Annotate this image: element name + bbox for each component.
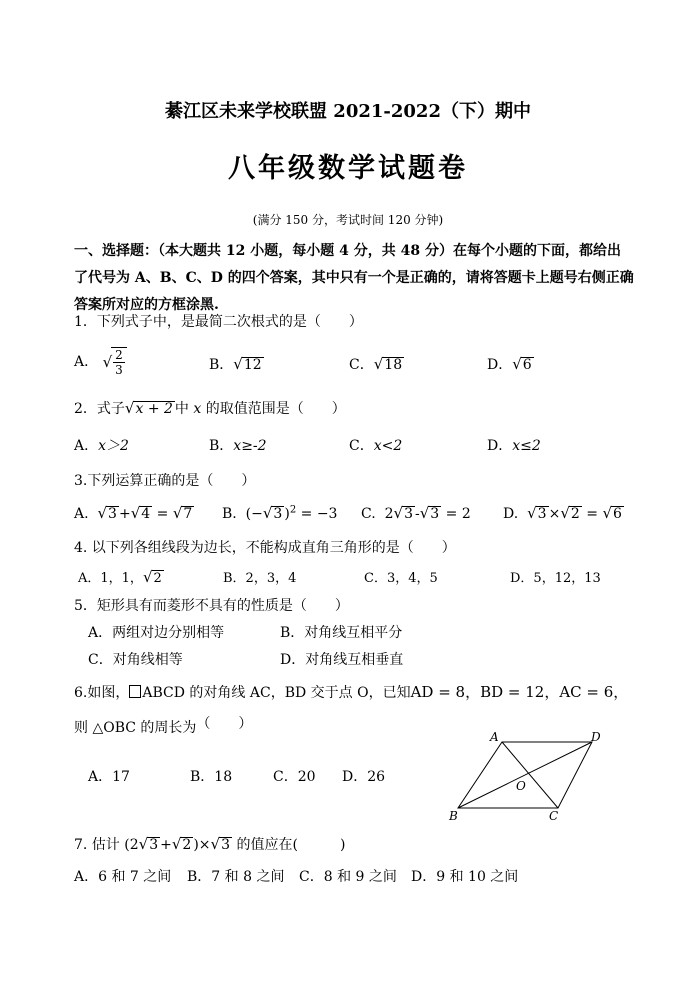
option-label: C．	[349, 438, 374, 454]
q7-option-a[interactable]: A．6 和 7 之间	[74, 869, 172, 885]
q1-option-c[interactable]: C．√18	[349, 355, 403, 373]
q7-option-b[interactable]: B．7 和 8 之间	[187, 869, 285, 885]
q6-option-c[interactable]: C．20	[273, 769, 316, 785]
stem-text: 的取值范围是（ ）	[201, 401, 346, 417]
q7-option-c[interactable]: C．8 和 9 之间	[299, 869, 397, 885]
stem-text: 则 △OBC 的周长为	[74, 720, 197, 736]
stem-text: 的对角线 AC，BD 交于点 O，已知	[184, 685, 411, 701]
q6-option-b[interactable]: B．18	[190, 769, 233, 785]
operator: -	[414, 506, 420, 522]
math-text: = 2	[445, 506, 471, 522]
radicand: 7	[183, 506, 193, 522]
q6-stem	[74, 681, 628, 702]
q4-stem: 4. 以下列各组线段为边长，不能构成直角三角形的是（ ）	[74, 540, 456, 556]
q4-option-c[interactable]: C．3，4，5	[364, 571, 438, 586]
q3-option-b[interactable]: B. (−√3 )$^2$ = −3	[222, 504, 338, 522]
q6-stem-line2	[74, 713, 252, 737]
q2-stem: 2．式子√x + 2 中 x 的取值范围是（ ）	[74, 399, 346, 417]
radicand: 2	[182, 837, 192, 853]
radicand: 6	[522, 357, 532, 373]
q3-stem: 3.下列运算正确的是（ ）	[74, 473, 256, 489]
q2-option-a[interactable]	[74, 435, 129, 455]
q7-stem: 7. 估计 (2√3 +√2 )×√3 的值应在( )	[74, 835, 346, 853]
option-label: B．	[209, 438, 234, 454]
q7-option-d[interactable]: D．9 和 10 之间	[411, 869, 519, 885]
exam-note: (满分 150 分，考试时间 120 分钟)	[252, 213, 444, 227]
stem-text: ABCD	[142, 685, 185, 701]
stem-text: 的值应在( )	[232, 837, 346, 853]
intersection-label-o: O	[516, 779, 526, 793]
option-label: B．	[209, 357, 234, 373]
option-math: x≥-2	[233, 438, 267, 454]
option-label: D.	[503, 506, 519, 522]
option-math: x<2	[373, 438, 403, 454]
radicand: 2	[153, 571, 162, 586]
q1-option-d[interactable]: D．√6	[487, 355, 532, 373]
option-label: D．	[487, 357, 513, 373]
option-label: A.	[74, 506, 89, 522]
q3-option-a[interactable]: A. √3 +√4 = √7	[74, 504, 193, 522]
q5-option-b[interactable]: B．对角线互相平分	[280, 625, 403, 641]
radicand: 3	[404, 506, 413, 522]
q6-option-a[interactable]: A．17	[88, 769, 130, 785]
vertex-label-b: B	[449, 809, 458, 823]
radicand: 3	[108, 506, 117, 522]
math-text: (−	[245, 506, 263, 522]
radicand: 3	[430, 506, 440, 522]
stem-text: 2．式子	[74, 401, 125, 417]
option-label: B.	[222, 506, 237, 522]
option-text: A．1，1，	[78, 571, 143, 586]
exam-subtitle: 八年级数学试题卷	[228, 153, 468, 184]
radicand: 4	[141, 506, 151, 522]
radicand: 3	[537, 506, 547, 522]
q4-option-d[interactable]: D．5，12，13	[510, 571, 601, 586]
given-values: AD = 8，BD = 12，AC = 6，	[410, 683, 629, 701]
q2-option-c[interactable]	[349, 435, 402, 455]
q5-stem: 5．矩形具有而菱形不具有的性质是（ ）	[74, 598, 349, 614]
fraction-numerator: 2	[115, 348, 123, 362]
math-text: 2	[384, 506, 394, 522]
operator: )×	[193, 837, 211, 853]
option-math: x≤2	[512, 438, 541, 454]
q4-option-a[interactable]: A．1，1，√2	[78, 568, 162, 586]
radicand: 3	[273, 506, 283, 522]
math-text: )	[284, 506, 290, 522]
answer-blank: （ ）	[196, 716, 253, 732]
q1-option-a[interactable]: A． √ $\frac{2}{3}$	[74, 347, 127, 377]
radicand: 2	[570, 506, 580, 522]
operator: =	[156, 506, 169, 522]
vertex-label-d: D	[591, 730, 601, 744]
option-label: C.	[361, 506, 376, 522]
variable: x	[193, 401, 202, 417]
q1-stem: 1．下列式子中，是最简二次根式的是（ ）	[74, 314, 363, 330]
q4-option-b[interactable]: B．2，3，4	[223, 571, 297, 586]
radicand: 6	[613, 506, 622, 522]
radicand: 3	[221, 837, 231, 853]
option-label: A．	[74, 438, 99, 454]
vertex-label-a: A	[490, 730, 499, 744]
exam-header-title: 綦江区未来学校联盟 2021-2022（下）期中	[165, 101, 531, 122]
operator: +	[160, 837, 172, 853]
math-text: = −3	[300, 506, 338, 522]
q5-option-a[interactable]: A．两组对边分别相等	[88, 625, 225, 641]
q6-option-d[interactable]: D．26	[342, 769, 386, 785]
q5-option-d[interactable]: D．对角线互相垂直	[280, 652, 404, 668]
q1-option-b[interactable]: B．√12	[209, 355, 262, 373]
operator: ×	[548, 506, 561, 522]
q3-option-d[interactable]: D. √3 ×√2 = √6	[503, 504, 622, 522]
option-label: C．	[349, 357, 374, 373]
parallelogram-icon	[129, 685, 141, 698]
stem-text: 7. 估计 (2	[74, 837, 139, 853]
section-heading: 一、选择题：（本大题共 12 小题，每小题 4 分，共 48 分）在每个小题的下面，都给出了代号为 A、B、C、D 的四个答案，其中只有一个是正确的，请将答题卡上题号右侧正确答案所对应的方框涂黑.	[74, 243, 634, 313]
vertex-label-c: C	[549, 809, 559, 823]
q5-option-c[interactable]: C．对角线相等	[88, 652, 183, 668]
option-label: A．	[74, 354, 99, 370]
q3-option-c[interactable]: C. 2√3 -√3 = 2	[361, 504, 471, 522]
parallelogram-figure	[440, 728, 610, 826]
diagonal-bd	[458, 742, 592, 808]
option-label: D．	[487, 438, 513, 454]
option-math: x＞2	[98, 438, 129, 454]
radicand: x + 2	[135, 401, 173, 417]
stem-text: 6.如图，	[74, 685, 130, 701]
operator: +	[118, 506, 131, 522]
radicand: 18	[384, 357, 403, 373]
q2-option-d[interactable]	[487, 435, 541, 455]
radicand: 3	[149, 837, 159, 853]
q2-option-b[interactable]	[209, 435, 267, 455]
operator: =	[586, 506, 598, 522]
diagonal-ac	[502, 742, 558, 808]
exponent: 2	[289, 504, 297, 516]
radicand: 12	[243, 357, 262, 373]
stem-text: 中	[174, 401, 194, 417]
fraction-denominator: 3	[115, 363, 123, 377]
